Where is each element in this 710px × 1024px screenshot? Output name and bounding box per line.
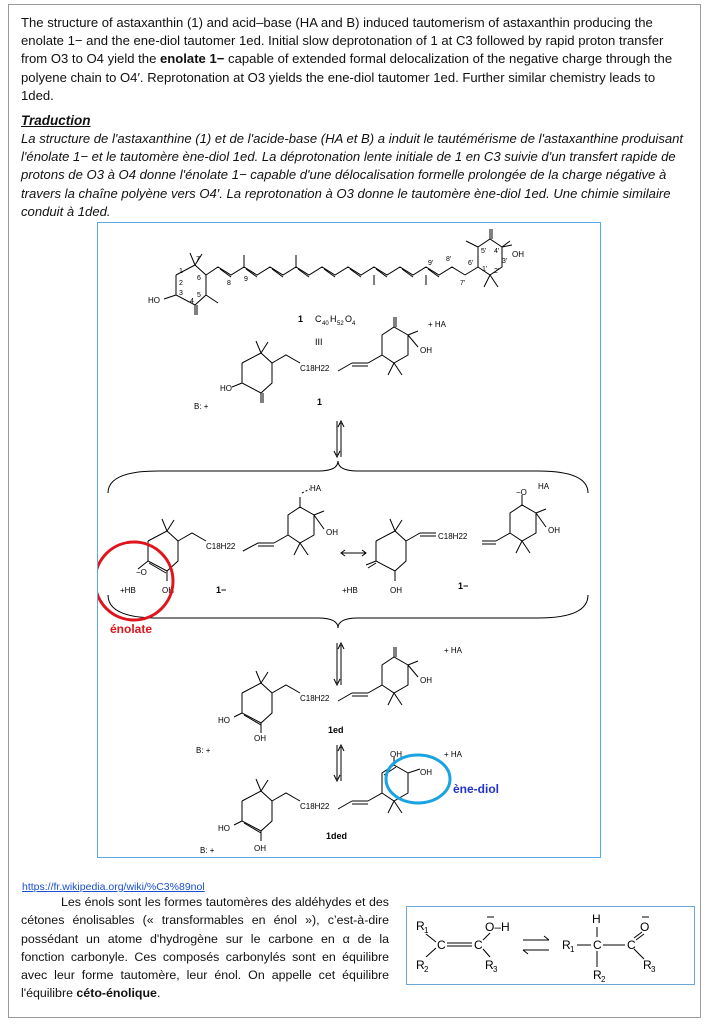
- traduction-paragraph: La structure de l'astaxanthine (1) et de l'acide-base (HA et B) a induit le tautémérisme de l'astaxanthine produisant l'énolate 1− et le tautomère ène-diol 1ed. La déprotonation lente initiale de 1 en C3 suivie d'un transfert rapide de protons de O3 à O4 donne l'énolate 1− capable d'une délocalisation formelle prolongée de la charge négative à travers la chaîne polyène vers O4′. La reprotonation à O3 donne le tautomère ène-diol 1ed. Une chimie similaire conduit à 1ded.: [21, 131, 684, 219]
- carbon-number-2p: 2': [494, 268, 500, 275]
- enol-r2: R: [416, 958, 425, 972]
- enol-text: Les énols sont les formes tautomères des aldéhydes et des cétones énolisables (« transformables en énol »), c’est-à-dire possédant un atome d'hydrogène sur le carbone en α de la fonction carbonyle. Ces composés carbonylés sont en équilibre avec leur forme tautomère, leur énol. On appelle cet équilibre l'équilibre: [21, 895, 389, 1001]
- keto-r2: R: [593, 968, 602, 982]
- carbon-number-6p: 6': [468, 260, 474, 267]
- oh-label-1ded-top: OH: [390, 750, 402, 759]
- enol-r1: R: [416, 919, 425, 933]
- b-plus-1ded: B: +: [200, 846, 215, 855]
- enol-oh: O–H: [485, 920, 510, 934]
- carbon-number-8p: 8': [446, 256, 452, 263]
- keto-r1-sub: 1: [570, 945, 575, 954]
- oh-label-1p: OH: [512, 250, 524, 259]
- carbon-number-1p: 1': [482, 266, 488, 273]
- enolate-highlight-circle: [98, 542, 173, 620]
- keto-r3: R: [643, 958, 652, 972]
- wikipedia-link[interactable]: https://fr.wikipedia.org/wiki/%C3%89nol: [22, 881, 205, 893]
- formula-o: O: [345, 314, 353, 324]
- chain-label-1ded: C18H22: [300, 802, 330, 811]
- formula-sub-40: 40: [322, 321, 329, 327]
- enol-bold-ceto-enolique: céto-énolique: [76, 986, 157, 1001]
- carbon-number-9p: 9': [428, 260, 434, 267]
- enolate-right: [342, 482, 560, 595]
- keto-o: O: [640, 920, 650, 934]
- o-minus-label: −O: [136, 568, 147, 577]
- molecule-1ed: [196, 646, 463, 755]
- compound-label-1-short: 1: [317, 397, 323, 407]
- o-minus-label-right: −O: [516, 488, 527, 497]
- ho-label-1: HO: [148, 296, 160, 305]
- oh-label-1ded: OH: [254, 844, 266, 853]
- carbon-number-5p: 5': [481, 248, 487, 255]
- enol-r3: R: [485, 958, 494, 972]
- intro-paragraph: [21, 14, 686, 105]
- compound-label-1ded: 1ded: [326, 831, 348, 841]
- carbon-number-4: 4: [190, 298, 194, 305]
- oh-label-1ded-right: OH: [420, 768, 432, 777]
- ho-label-1short: HO: [220, 384, 232, 393]
- keto-r2-sub: 2: [601, 975, 606, 984]
- carbon-number-1: 1: [179, 268, 183, 275]
- carbon-number-2: 2: [179, 280, 183, 287]
- enol-paragraph: [21, 893, 389, 1003]
- ha-label-enolate-right: HA: [538, 482, 550, 491]
- oh-label-enolate-left-p: OH: [326, 528, 338, 537]
- carbon-number-8: 8: [227, 280, 231, 287]
- carbon-number-7: 7: [196, 256, 200, 263]
- keto-c1: C: [593, 938, 602, 952]
- compound-label-1minus-left: 1−: [216, 585, 227, 595]
- ho-label-1ed: HO: [218, 716, 230, 725]
- oh-label-1short-p: OH: [420, 346, 432, 355]
- enediol-annotation: ène-diol: [453, 782, 500, 796]
- compound-label-1ed: 1ed: [328, 725, 344, 735]
- compound-label-1-top: 1: [298, 314, 304, 324]
- chain-label-1: C18H22: [300, 364, 330, 373]
- enolate-left: [120, 484, 338, 595]
- plus-ha-1ded: + HA: [444, 750, 463, 759]
- enol-end: .: [156, 986, 161, 1001]
- chain-label-1ed: C18H22: [300, 694, 330, 703]
- oh-label-enolate-right-p: OH: [548, 526, 560, 535]
- carbon-number-9: 9: [244, 276, 248, 283]
- keto-r3-sub: 3: [651, 965, 656, 974]
- b-plus-1ed: B: +: [196, 746, 211, 755]
- formula-sub-52: 52: [337, 321, 344, 327]
- hb-label-right: +HB: [342, 586, 358, 595]
- astaxanthin-scheme: [98, 223, 602, 859]
- oh-label-enolate-left: OH: [162, 586, 174, 595]
- keto-h: H: [592, 912, 601, 926]
- keto-enol-equilibrium-box: [406, 906, 695, 985]
- keto-c2: C: [627, 938, 636, 952]
- intro-text-2: capable of extended formal delocalization of the negative charge through the polyene chain to O4′. Reprotonation at O3 yields the ene-diol tautomer 1ed. Further similar chemistry leads to 1ded.: [21, 51, 673, 103]
- hb-label-left: +HB: [120, 586, 136, 595]
- formula-h: H: [330, 314, 337, 324]
- carbon-number-3p: 3': [502, 258, 508, 265]
- compound-label-1minus-right: 1−: [458, 581, 469, 591]
- plus-ha-1ed: + HA: [444, 646, 463, 655]
- intro-bold-enolate: enolate 1−: [160, 51, 225, 67]
- carbon-number-3: 3: [179, 290, 183, 297]
- enolate-annotation: énolate: [110, 622, 153, 636]
- oh-label-enolate-right: OH: [390, 586, 402, 595]
- keto-enol-scheme: [407, 907, 694, 984]
- ho-label-1ded: HO: [218, 824, 230, 833]
- b-plus-1: B: +: [194, 402, 209, 411]
- roman-iii-label: III: [315, 337, 323, 347]
- enol-r1-sub: 1: [424, 926, 429, 935]
- enol-r3-sub: 3: [493, 965, 498, 974]
- astaxanthin-figure: [97, 222, 601, 858]
- carbon-number-6: 6: [197, 275, 201, 282]
- enol-c1: C: [437, 938, 446, 952]
- formula-sub-4: 4: [352, 321, 356, 327]
- molecule-1-full: [148, 229, 524, 347]
- carbon-number-5: 5: [197, 292, 201, 299]
- carbon-number-7p: 7': [460, 280, 466, 287]
- intro-text-1: The structure of astaxanthin (1) and acid–base (HA and B) induced tautomerism of astaxanthin producing the enolate 1− and the ene-diol tautomer 1ed. Initial slow deprotonation of 1 at C3 followed by rapid proton transfer from O3 to O4 yield the: [21, 15, 664, 67]
- oh-label-1ed-p: OH: [420, 676, 432, 685]
- ha-label-enolate-left: HA: [310, 484, 322, 493]
- formula-c: C: [315, 314, 322, 324]
- chain-label-enolate-left: C18H22: [206, 542, 236, 551]
- enol-r2-sub: 2: [424, 965, 429, 974]
- traduction-title: Traduction: [21, 113, 91, 128]
- enol-c2: C: [474, 938, 483, 952]
- enediol-highlight-circle: [386, 755, 450, 803]
- chain-label-enolate-right: C18H22: [438, 532, 468, 541]
- plus-ha-1: + HA: [428, 320, 447, 329]
- bottom-bracket: [108, 595, 588, 628]
- oh-label-1ed: OH: [254, 734, 266, 743]
- carbon-number-4p: 4': [494, 248, 500, 255]
- keto-r1: R: [562, 938, 571, 952]
